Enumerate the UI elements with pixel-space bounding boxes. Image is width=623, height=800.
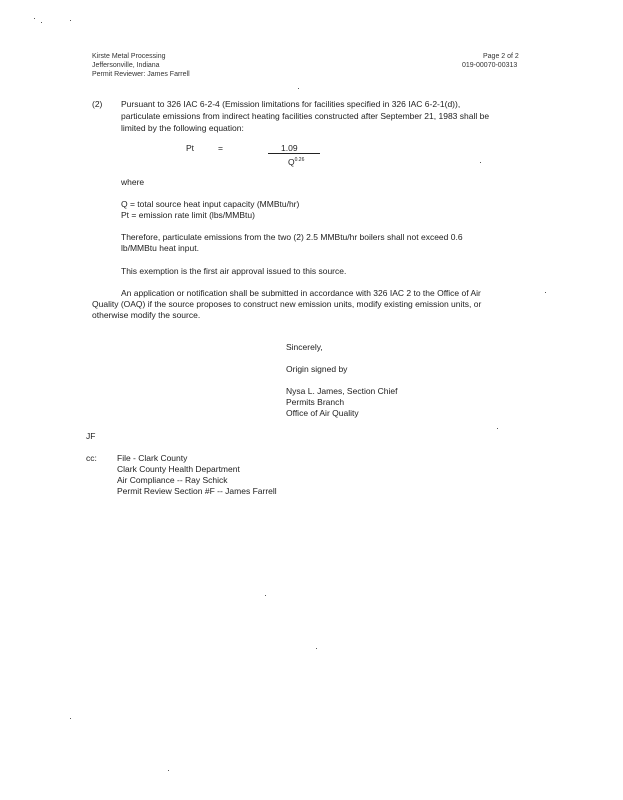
cc-item: Air Compliance -- Ray Schick (117, 475, 228, 485)
scan-speck (316, 648, 317, 649)
scan-speck (34, 18, 35, 19)
cc-item: File - Clark County (117, 453, 188, 463)
notification-line-2: Quality (OAQ) if the source proposes to construct new emission units, modify existing emission units, or (92, 299, 482, 309)
therefore-line-2: lb/MMBtu heat input. (121, 243, 199, 253)
therefore-line-1: Therefore, particulate emissions from the two (2) 2.5 MMBtu/hr boilers shall not exceed 0.6 (121, 232, 463, 242)
equation-denominator (288, 155, 304, 168)
item-line-1: Pursuant to 326 IAC 6-2-4 (Emission limitations for facilities specified in 326 IAC 6-2-1(d)), (121, 99, 461, 109)
header-reviewer: Permit Reviewer: James Farrell (92, 71, 190, 78)
scan-speck (298, 88, 299, 89)
cc-item: Clark County Health Department (117, 464, 240, 474)
signature-office: Office of Air Quality (286, 408, 359, 418)
item-line-2: particulate emissions from indirect heating facilities constructed after September 21, 1983 shall be (121, 111, 490, 121)
where-label: where (121, 177, 145, 187)
header-location: Jeffersonville, Indiana (92, 62, 160, 69)
scan-speck (265, 595, 266, 596)
signature-closing: Sincerely, (286, 342, 323, 352)
equation-denominator-q: Q (288, 156, 295, 167)
author-initials: JF (86, 431, 96, 441)
signature-name: Nysa L. James, Section Chief (286, 386, 398, 396)
where-q-definition: Q = total source heat input capacity (MMBtu/hr) (121, 199, 300, 209)
scan-speck (497, 428, 498, 429)
scan-speck (168, 770, 169, 771)
scan-speck (545, 292, 546, 293)
item-line-3: limited by the following equation: (121, 123, 244, 133)
where-pt-definition: Pt = emission rate limit (lbs/MMBtu) (121, 210, 255, 220)
scan-speck (41, 22, 42, 23)
fraction-bar (268, 153, 320, 154)
signature-signed-by: Origin signed by (286, 364, 348, 374)
cc-label: cc: (86, 453, 97, 463)
exemption-statement: This exemption is the first air approval issued to this source. (121, 266, 347, 276)
header-company: Kirste Metal Processing (92, 53, 166, 60)
signature-branch: Permits Branch (286, 397, 345, 407)
cc-item: Permit Review Section #F -- James Farrell (117, 486, 277, 496)
notification-line-3: otherwise modify the source. (92, 310, 201, 320)
equation-exponent: 0.26 (294, 157, 305, 163)
scan-speck (70, 20, 71, 21)
notification-line-1: An application or notification shall be submitted in accordance with 326 IAC 2 to the Office of Air (121, 288, 481, 298)
header-page-number: Page 2 of 2 (483, 53, 519, 60)
scan-speck (70, 718, 71, 719)
item-number: (2) (92, 99, 103, 109)
scan-speck (480, 162, 481, 163)
equation-lhs: Pt (186, 143, 195, 153)
header-permit-number: 019-00070-00313 (462, 62, 518, 69)
equation-numerator: 1.09 (281, 143, 298, 153)
equation-equals: = (218, 143, 223, 153)
